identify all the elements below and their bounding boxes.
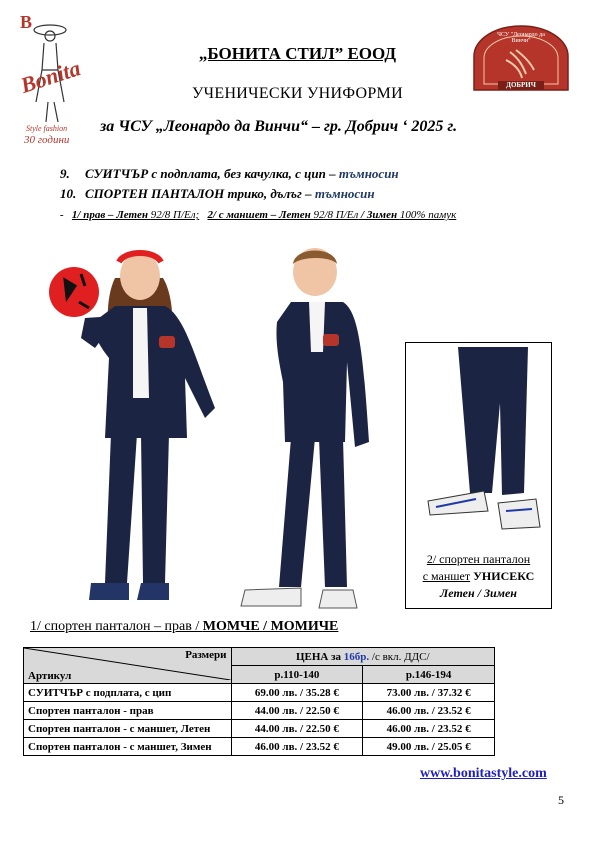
caption-line-3: Летен / Зимен [440, 586, 517, 600]
table-row: Спортен панталон - с маншет, Летен 44.00 лв. / 22.50 € 46.00 лв. / 23.52 € [24, 720, 495, 738]
company-name: „БОНИТА СТИЛ” ЕООД [198, 44, 397, 63]
school-line: за ЧСУ „Леонардо да Винчи“ – гр. Добрич ‘ 2025 г. [100, 118, 458, 135]
boy-photo [235, 242, 385, 612]
item-10 [60, 186, 375, 202]
logo-brand: Bonita [17, 55, 84, 98]
header-diagonal-cell [24, 648, 232, 684]
school-logo-text: ЧСУ "Леонардо да Винчи" [497, 32, 545, 44]
website-link[interactable]: www.bonitastyle.com [420, 766, 547, 781]
price-table [23, 647, 495, 756]
size-column-1: р.110-140 [231, 666, 363, 684]
pants-options [60, 209, 456, 221]
item-text: СПОРТЕН ПАНТАЛОН трико, дълъг – [85, 186, 315, 201]
document-subtitle: УЧЕНИЧЕСКИ УНИФОРМИ [192, 85, 403, 102]
bullet-dash: - [60, 209, 64, 221]
item-number: 9. [60, 166, 70, 181]
caption-line-2: с маншет УНИСЕКС [422, 569, 535, 583]
girl-photo [45, 238, 225, 608]
article-label: Артикул [28, 670, 72, 682]
item-color: тъмносин [338, 166, 399, 181]
logo-years: 30 години [24, 134, 70, 146]
price-header: ЦЕНА за 16бр. /с вкл. ДДС/ [231, 648, 494, 666]
caption-line-1: 2/ спортен панталон [426, 552, 531, 566]
table-row: Спортен панталон - с маншет, Зимен 46.00 лв. / 23.52 € 49.00 лв. / 25.05 € [24, 738, 495, 756]
item-number: 10. [60, 186, 77, 201]
cuffed-pants-caption [405, 551, 552, 602]
page-number: 5 [558, 793, 564, 807]
item-text: СУИТЧЪР с подплата, без качулка, с цип – [85, 166, 339, 181]
option-2: 2/ с маншет – Летен 92/8 П/Ел / Зимен 100% памук [207, 209, 457, 221]
option-1: 1/ прав – Летен 92/8 П/Ел; [71, 209, 200, 221]
straight-pants-caption: 1/ спортен панталон – прав / МОМЧЕ / МОМИЧЕ [30, 619, 339, 634]
cuffed-pants-photo [406, 343, 551, 543]
size-column-2: р.146-194 [363, 666, 495, 684]
item-9 [60, 166, 399, 182]
bonita-logo [14, 10, 94, 150]
table-row: СУИТЧЪР с подплата, с цип 69.00 лв. / 35.28 € 73.00 лв. / 37.32 € [24, 684, 495, 702]
school-logo-city: ДОБРИЧ [506, 81, 536, 89]
logo-tagline: Style fashion [26, 124, 68, 133]
sizes-label: Размери [185, 649, 227, 661]
table-row: Спортен панталон - прав 44.00 лв. / 22.50 € 46.00 лв. / 23.52 € [24, 702, 495, 720]
svg-text:B: B [20, 12, 33, 32]
item-color: тъмносин [314, 186, 375, 201]
table-header-row [24, 648, 495, 666]
